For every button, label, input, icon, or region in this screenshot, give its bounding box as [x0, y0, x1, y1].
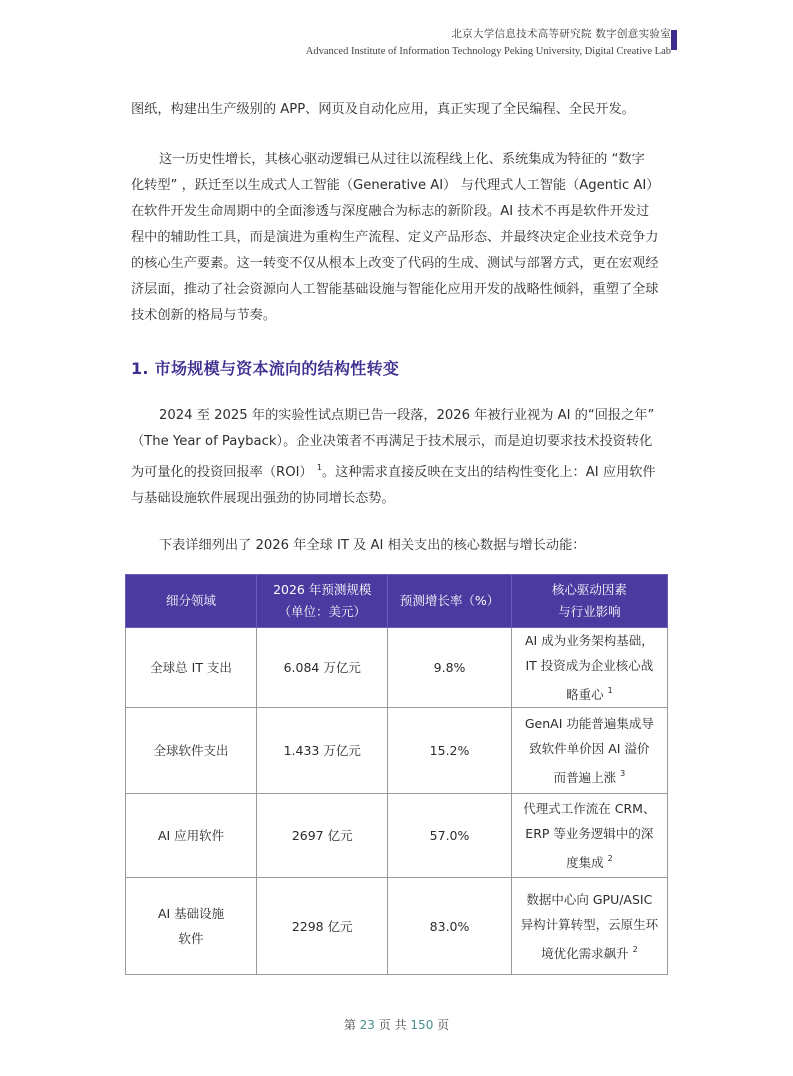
segment-line: AI 基础设施: [157, 906, 225, 921]
paragraph-line: 化转型” ，跃迁至以生成式人工智能（Generative AI） 与代理式人工智能（Agentic AI）: [131, 178, 660, 193]
header-cn-title: 北京大学信息技术高等研究院 数字创意实验室: [451, 28, 671, 40]
paragraph-2: [131, 147, 671, 329]
header-accent-bar: [671, 30, 677, 50]
current-page-number: 23: [359, 1018, 375, 1032]
paragraph-line: [131, 455, 671, 486]
header-size-line: 2026 年预测规模: [273, 582, 372, 597]
driver-line: 异构计算转型，云原生环: [520, 916, 659, 932]
footnote-ref[interactable]: 3: [620, 769, 626, 778]
segment-line: AI 应用软件: [157, 828, 225, 843]
driver-line: [512, 761, 667, 790]
paragraph-line: 这一历史性增长，其核心驱动逻辑已从过往以流程线上化、系统集成为特征的 “数字: [159, 152, 645, 167]
table-header-row: [126, 575, 668, 628]
driver-line: [512, 846, 667, 875]
header-size: [257, 575, 388, 628]
paragraph-line: 程中的辅助性工具，而是演进为重构生产流程、定义产品形态、并最终决定企业技术竞争力: [131, 230, 659, 245]
paragraph-4: [131, 533, 671, 559]
footer-prefix: 第: [343, 1018, 356, 1032]
segment-line: 全球总 IT 支出: [150, 660, 232, 675]
driver-line: [512, 937, 667, 966]
cell-segment: [126, 628, 257, 708]
driver-text: 略重心: [566, 687, 604, 702]
cell-driver: [511, 628, 667, 708]
table-row: [126, 708, 668, 794]
header-size-line: （单位：美元）: [278, 604, 366, 619]
cell-segment: [126, 794, 257, 878]
paragraph-line: 图纸，构建出生产级别的 APP、网页及自动化应用，真正实现了全民编程、全民开发。: [131, 102, 635, 117]
cell-size: 6.084 万亿元: [257, 628, 388, 708]
total-page-count: 150: [410, 1018, 434, 1032]
table-row: [126, 878, 668, 975]
cell-size: 1.433 万亿元: [257, 708, 388, 794]
line-text: 为可量化的投资回报率（ROI）: [131, 465, 317, 480]
footnote-ref[interactable]: 1: [607, 686, 613, 695]
footer-suffix: 页: [437, 1018, 450, 1032]
cell-size: 2298 亿元: [257, 878, 388, 975]
header-driver: [511, 575, 667, 628]
table-row: [126, 794, 668, 878]
driver-line: 致软件单价因 AI 溢价: [529, 741, 650, 756]
paragraph-line: 济层面，推动了社会资源向人工智能基础设施与智能化应用开发的战略性倾斜，重塑了全球: [131, 282, 659, 297]
footnote-ref[interactable]: 2: [632, 944, 638, 954]
cell-growth: 15.2%: [388, 708, 511, 794]
cell-growth: 9.8%: [388, 628, 511, 708]
driver-line: GenAI 功能普遍集成导: [524, 716, 654, 731]
page-header: [306, 26, 671, 57]
cell-driver: [511, 878, 667, 975]
cell-growth: 57.0%: [388, 794, 511, 878]
cell-driver: [511, 708, 667, 794]
cell-size: 2697 亿元: [257, 794, 388, 878]
paragraph-line: 与基础设施软件展现出强劲的协同增长态势。: [131, 491, 395, 506]
page-footer: [0, 1016, 793, 1033]
table-row: [126, 628, 668, 708]
driver-line: ERP 等业务逻辑中的深: [525, 826, 654, 841]
footnote-ref[interactable]: 1: [316, 463, 322, 472]
header-en-title: Advanced Institute of Information Technology Peking University, Digital Creative Lab: [305, 46, 671, 57]
paragraph-line: 在软件开发生命周期中的全面渗透与深度融合为标志的新阶段。AI 技术不再是软件开发过: [131, 204, 650, 219]
paragraph-3: [131, 403, 671, 512]
header-driver-line: 核心驱动因素: [551, 582, 627, 597]
driver-text: 境优化需求飙升: [541, 945, 629, 961]
footer-mid: 页 共: [378, 1018, 407, 1032]
section-title: 1. 市场规模与资本流向的结构性转变: [131, 359, 400, 378]
table-intro: 下表详细列出了 2026 年全球 IT 及 AI 相关支出的核心数据与增长动能：: [159, 538, 586, 553]
paragraph-line: 技术创新的格局与节奏。: [131, 308, 277, 323]
driver-line: 代理式工作流在 CRM、: [523, 801, 656, 816]
driver-line: IT 投资成为企业核心战: [525, 658, 654, 673]
cell-segment: [126, 878, 257, 975]
line-text: 。这种需求直接反映在支出的结构性变化上：AI 应用软件: [321, 465, 656, 480]
driver-text: 度集成: [566, 855, 604, 870]
cell-growth: 83.0%: [388, 878, 511, 975]
paragraph-1: [131, 97, 671, 123]
paragraph-line: 的核心生产要素。这一转变不仅从根本上改变了代码的生成、测试与部署方式，更在宏观经: [131, 256, 659, 271]
header-segment: 细分领域: [126, 575, 257, 628]
driver-line: [512, 678, 667, 707]
segment-line: 软件: [178, 931, 204, 946]
header-growth: 预测增长率（%）: [388, 575, 511, 628]
cell-driver: [511, 794, 667, 878]
footnote-ref[interactable]: 2: [607, 854, 613, 863]
spending-table: [125, 574, 668, 975]
segment-line: 全球软件支出: [153, 743, 229, 758]
paragraph-line: （The Year of Payback）。企业决策者不再满足于技术展示，而是迫切要求技术投资转化: [131, 434, 653, 449]
header-driver-line: 与行业影响: [558, 604, 621, 619]
driver-line: AI 成为业务架构基础，: [525, 633, 654, 648]
cell-segment: [126, 708, 257, 794]
paragraph-line: 2024 至 2025 年的实验性试点期已告一段落，2026 年被行业视为 AI 的“回报之年”: [159, 408, 655, 423]
driver-text: 而普遍上涨: [553, 770, 617, 785]
driver-line: 数据中心向 GPU/ASIC: [526, 891, 653, 907]
